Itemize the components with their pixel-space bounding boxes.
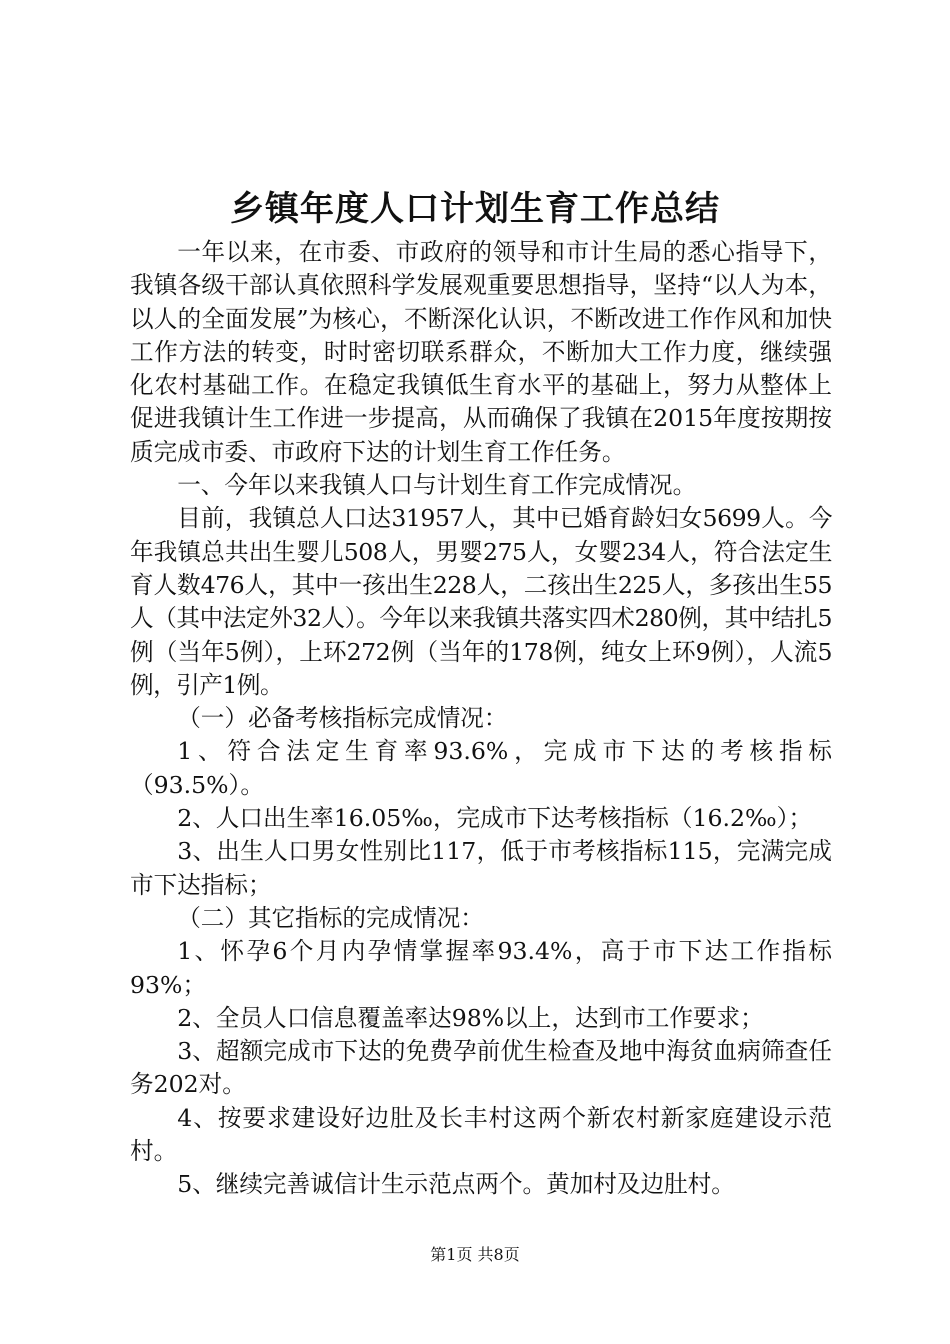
intro-paragraph: 一年以来，在市委、市政府的领导和市计生局的悉心指导下，我镇各级干部认真依照科学发展观重要思想指导，坚持“以人为本，以人的全面发展”为核心，不断深化认识，不断改进工作作风和加快工作方法的转变，时时密切联系群众，不断加大工作力度，继续强化农村基础工作。在稳定我镇低生育水平的基础上，努力从整体上促进我镇计生工作进一步提高，从而确保了我镇在2015年度按期按质完成市委、市政府下达的计划生育工作任务。 — [130, 238, 832, 466]
other-item-5: 5、继续完善诚信计生示范点两个。黄加村及边肚村。 — [177, 1170, 735, 1199]
other-item-2: 2、全员人口信息覆盖率达98%以上，达到市工作要求； — [177, 1003, 764, 1032]
indicator-item-2: 2、人口出生率16.05‰，完成市下达考核指标（16.2‰）； — [177, 804, 813, 833]
subsection-heading-1: （一）必备考核指标完成情况： — [177, 704, 508, 733]
document-title: 乡镇年度人口计划生育工作总结 — [230, 189, 720, 229]
other-item-1: 1、怀孕6个月内孕情掌握率93.4%，高于市下达工作指标93%； — [130, 937, 832, 999]
indicator-item-3: 3、出生人口男女性别比117，低于市考核指标115，完满完成市下达指标； — [130, 837, 832, 899]
other-item-4: 4、按要求建设好边肚及长丰村这两个新农村新家庭建设示范村。 — [130, 1103, 832, 1166]
subsection-heading-2: （二）其它指标的完成情况： — [177, 903, 484, 932]
indicator-item-1: 1、符合法定生育率93.6%，完成市下达的考核指标（93.5%）。 — [130, 737, 832, 799]
document-body — [130, 236, 832, 1202]
other-item-3: 3、超额完成市下达的免费孕前优生检查及地中海贫血病筛查任务202对。 — [130, 1037, 832, 1099]
page-number-footer: 第1页 共8页 — [430, 1245, 520, 1264]
population-paragraph: 目前，我镇总人口达31957人，其中已婚育龄妇女5699人。今年我镇总共出生婴儿508人，男婴275人，女婴234人，符合法定生育人数476人，其中一孩出生228人，二孩出生225人，多孩出生55人（其中法定外32人）。今年以来我镇共落实四术280例，其中结扎5例（当年5例），上环272例（当年的178例，纯女上环9例），人流5例，引产1例。 — [130, 504, 832, 699]
section-heading-1: 一、今年以来我镇人口与计划生育工作完成情况。 — [177, 471, 697, 500]
